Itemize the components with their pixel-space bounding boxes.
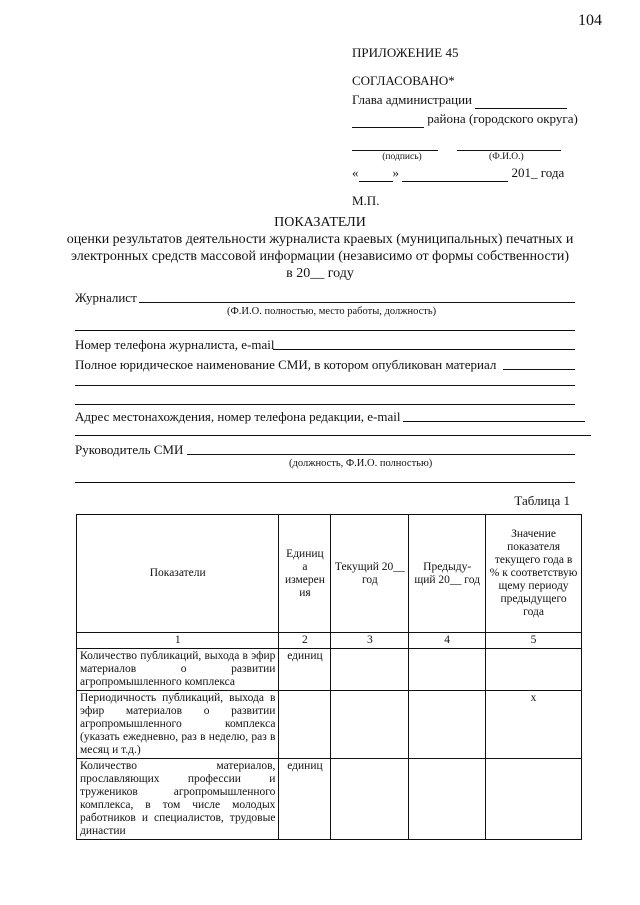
row-percent[interactable] [486, 759, 582, 840]
header-unit: Единиц а измерен ия [279, 515, 331, 633]
col-number: 5 [486, 633, 582, 649]
head-of-admin-label: Глава администрации [352, 92, 473, 107]
indicators-table [76, 514, 582, 840]
journalist-field-extra[interactable] [75, 330, 575, 331]
signature-line [352, 132, 578, 151]
signature-caption: (подпись) [382, 152, 422, 162]
row-previous[interactable] [409, 649, 486, 691]
title-line-2: электронных средств массовой информации (независимо от формы собственности) [70, 249, 569, 264]
table-number-row [77, 633, 582, 649]
col-number: 4 [409, 633, 486, 649]
signature-blank [352, 132, 438, 151]
page-number: 104 [578, 12, 602, 29]
year-label: 201_ года [511, 165, 565, 180]
address-field[interactable] [403, 421, 585, 422]
journalist-field[interactable] [139, 302, 575, 303]
date-line [352, 163, 578, 182]
header-current-year: Текущий 20__ год [331, 515, 409, 633]
head-of-admin-blank [475, 90, 567, 109]
phone-label: Номер телефона журналиста, e-mail [75, 337, 275, 352]
header-indicators: Показатели [77, 515, 279, 633]
col-number: 2 [279, 633, 331, 649]
date-quote-open: « [352, 165, 359, 180]
date-quote-close: » [392, 165, 399, 180]
row-previous[interactable] [409, 691, 486, 759]
head-label: Руководитель СМИ [75, 442, 184, 457]
document-title [0, 214, 640, 282]
row-indicator: Количество материалов, прославляющих профессии и тружеников агропромышленного комплекса, в том числе молодых работников и специалистов, трудовые династии [77, 759, 279, 840]
fio-blank [457, 132, 561, 151]
month-blank [402, 163, 508, 182]
head-caption: (должность, Ф.И.О. полностью) [289, 458, 433, 469]
address-label: Адрес местонахождения, номер телефона редакции, e-mail [75, 409, 401, 424]
agreed-label: СОГЛАСОВАНО* [352, 73, 455, 88]
col-number: 1 [77, 633, 279, 649]
row-unit [279, 691, 331, 759]
head-field[interactable] [187, 454, 575, 455]
row-previous[interactable] [409, 759, 486, 840]
title-line-3: в 20__ году [286, 266, 354, 281]
journalist-label: Журналист [75, 290, 137, 305]
appendix-label: ПРИЛОЖЕНИЕ 45 [352, 45, 459, 60]
header-percent: Значение показателя текущего года в % к соответствую щему периоду предыдущего года [486, 515, 582, 633]
approval-block [352, 44, 578, 210]
row-unit: единиц [279, 759, 331, 840]
head-of-admin-line [352, 90, 578, 109]
address-field-2[interactable] [75, 435, 591, 436]
stamp-label: М.П. [352, 193, 380, 208]
media-name-field-3[interactable] [75, 404, 575, 405]
row-percent: х [486, 691, 582, 759]
header-previous-year: Предыду- щий 20__ год [409, 515, 486, 633]
day-blank [359, 163, 393, 182]
col-number: 3 [331, 633, 409, 649]
row-indicator: Периодичность публикаций, выхода в эфир материалов о развитии агропромышленного комплекса (указать ежедневно, раз в неделю, раз в месяц и т.д.) [77, 691, 279, 759]
media-name-field-2[interactable] [75, 385, 575, 386]
district-blank [352, 109, 424, 128]
row-indicator: Количество публикаций, выхода в эфир материалов о развитии агропромышленного комплекса [77, 649, 279, 691]
table-label: Таблица 1 [514, 493, 570, 508]
fio-caption: (Ф.И.О.) [489, 152, 524, 162]
table-row [77, 691, 582, 759]
title-line-1: оценки результатов деятельности журналиста краевых (муниципальных) печатных и [66, 232, 574, 247]
district-line [352, 109, 578, 128]
table-row [77, 649, 582, 691]
table-header-row [77, 515, 582, 633]
table-row [77, 759, 582, 840]
row-current[interactable] [331, 691, 409, 759]
title-heading: ПОКАЗАТЕЛИ [274, 215, 366, 230]
media-name-field[interactable] [503, 369, 575, 370]
journalist-caption: (Ф.И.О. полностью, место работы, должность) [227, 306, 437, 317]
row-current[interactable] [331, 649, 409, 691]
row-current[interactable] [331, 759, 409, 840]
phone-field[interactable] [273, 349, 575, 350]
district-label: района (городского округа) [427, 111, 578, 126]
media-name-label: Полное юридическое наименование СМИ, в котором опубликован материал [75, 357, 497, 372]
row-unit: единиц [279, 649, 331, 691]
head-field-extra[interactable] [75, 482, 575, 483]
row-percent[interactable] [486, 649, 582, 691]
signature-captions [352, 151, 578, 163]
